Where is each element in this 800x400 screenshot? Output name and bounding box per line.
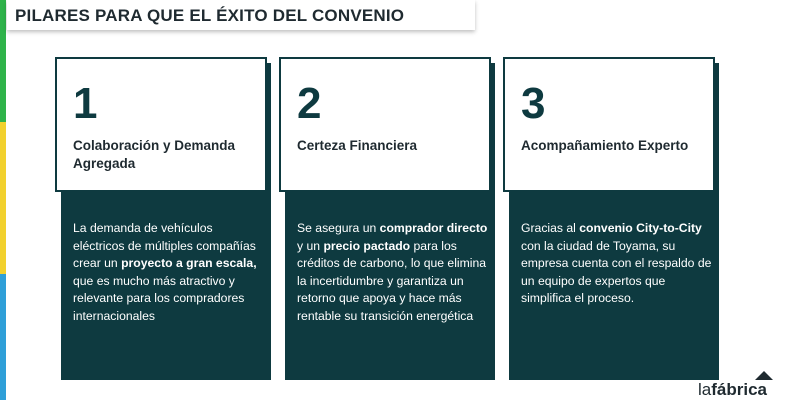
pillar-title: Colaboración y Demanda Agregada xyxy=(73,138,236,171)
pillar-card-3 xyxy=(503,57,719,380)
body-text: para los créditos de carbono, lo que elimina la incertidumbre y garantiza un retorno que apoya y hace más rentable su transición energética xyxy=(297,238,487,323)
pillar-description xyxy=(521,220,713,308)
accent-stripe-blue xyxy=(0,274,6,400)
accent-stripe-green xyxy=(0,0,6,122)
lafabrica-logo xyxy=(698,380,767,400)
logo-text-bold: fábrica xyxy=(711,380,767,399)
pillar-title: Certeza Financiera xyxy=(297,138,418,153)
highlight-text: convenio City-to-City xyxy=(579,221,702,235)
logo-text-light: la xyxy=(698,380,712,399)
pillar-number: 3 xyxy=(521,79,546,128)
highlight-text: precio pactado xyxy=(323,238,411,253)
body-text: La demanda de vehículos eléctricos de múltiples compañías crear un xyxy=(73,221,256,270)
pillar-description xyxy=(297,220,489,325)
pillar-number: 2 xyxy=(297,79,322,128)
accent-stripe-yellow xyxy=(0,122,6,274)
body-text: con la ciudad de Toyama, su empresa cuenta con el respaldo de un equipo de expertos que simplifica el proceso. xyxy=(521,238,712,305)
title-banner xyxy=(7,0,475,30)
highlight-text: comprador directo xyxy=(379,221,488,235)
pillar-description xyxy=(73,220,265,325)
pillar-card-2 xyxy=(279,57,495,380)
pillar-card-1 xyxy=(55,57,271,380)
pillar-number: 1 xyxy=(73,79,98,128)
body-text: y un xyxy=(297,238,324,253)
pillar-title: Acompañamiento Experto xyxy=(521,138,689,153)
body-text: que es mucho más atractivo y relevante para los compradores internacionales xyxy=(73,273,245,323)
highlight-text: proyecto a gran escala, xyxy=(121,256,257,270)
logo-roof-icon xyxy=(755,371,773,380)
page-title: PILARES PARA QUE EL ÉXITO DEL CONVENIO xyxy=(15,6,405,25)
body-text: Se asegura un xyxy=(297,221,380,235)
body-text: Gracias al xyxy=(521,221,580,235)
